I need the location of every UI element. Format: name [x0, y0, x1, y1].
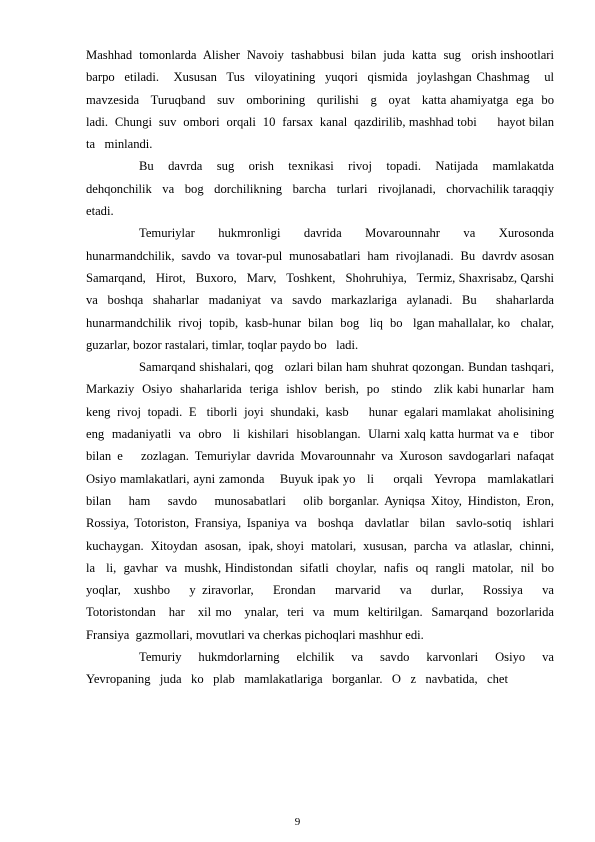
page-number: 9: [294, 816, 301, 828]
paragraph-3: Temuriylar hukmronligi davrida Movarounnahr va Xurosonda hunarmandchilik, savdo va tovar-pul munosabatlari ham rivojlanadi. Bu davrdv asosan Samarqand, Hirot, Buxoro, Marv, Toshkent, Shohruhiya, Termiz, Shaxrisabz, Qarshi va boshqa shaharlar madaniyat va savdo markazlariga aylanadi. Bu shaharlarda hunarmandchilik rivoj topib, kasb-hunar bilan bog liq bo lgan mahallalar, ko chalar, guzarlar, bozor rastalari, timlar, toqlar paydo bo ladi.: [86, 226, 564, 352]
paragraph-2: Bu davrda sug orish texnikasi rivoj topadi. Natijada mamlakatda dehqonchilik va bog dorchilikning barcha turlari rivojlanadi, chorvachilik taraqqiy etadi.: [86, 159, 558, 219]
paragraph-4: Samarqand shishalari, qog ozlari bilan ham shuhrat qozongan. Bundan tashqari, Markaziy Osiyo shaharlarida teriga ishlov berish, po stindo zlik kabi hunarlar ham keng rivoj topadi. E tiborli joyi shundaki, kasb hunar egalari mamlakat aholisining eng madaniyatli va obro li kishilari hisoblangan. Ularni xalq katta hurmat va e tibor bilan e zozlagan. Temuriylar davrida Movarounnahr va Xuroson savdogarlari nafaqat Osiyo mamlakatlari, ayni zamonda Buyuk ipak yo li orqali Yevropa mamlakatlari bilan ham savdo munosabatlari olib borganlar. Ayniqsa Xitoy, Hindiston, Eron, Rossiya, Totoriston, Fransiya, Ispaniya va boshqa davlatlar bilan savlo-sotiq ishlari kuchaygan. Xitoydan asosan, ipak, shoyi matolari, xususan, parcha va atlaslar, chinni, la li, gavhar va mushk, Hindistondan sifatli choylar, nafis oq rangli matolar, nil bo yoqlar, xushbo y ziravorlar, Erondan marvarid va durlar, Rossiya va Totoristondan har xil mo ynalar, teri va mum keltirilgan. Samarqand bozorlarida Fransiya gazmollari, movutlari va cherkas pichoqlari mashhur edi.: [86, 360, 564, 642]
document-body: [86, 44, 564, 691]
paragraph-5: Temuriy hukmdorlarning elchilik va savdo karvonlari Osiyo va Yevropaning juda ko plab mamlakatlariga borganlar. O z navbatida, chet: [86, 650, 557, 687]
paragraph-1: Mashhad tomonlarda Alisher Navoiy tashabbusi bilan juda katta sug orish inshootlari barpo etiladi. Xususan Tus viloyatining yuqori qismida joylashgan Chashmag ul mavzesida Turuqband suv omborining qurilishi g oyat katta ahamiyatga ega bo ladi. Chungi suv ombori orqali 10 farsax kanal qazdirilib, mashhad tobi hayot bilan ta minlandi.: [86, 48, 564, 152]
